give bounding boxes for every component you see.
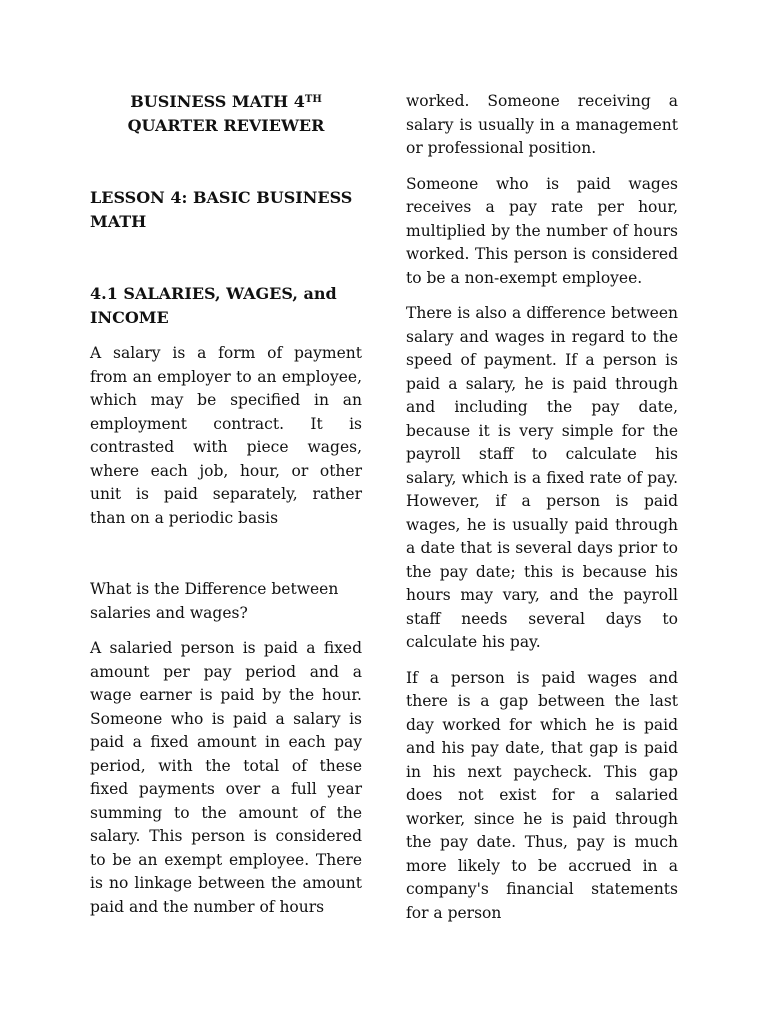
title-line2: QUARTER REVIEWER bbox=[127, 116, 325, 135]
document-title bbox=[90, 90, 362, 138]
salary-definition-paragraph: A salary is a form of payment from an employer to an employee, which may be specified in an employment contract. It is contrasted with piece wages, where each job, hour, or other unit is paid separately, rather than on a periodic basis bbox=[90, 344, 362, 527]
speed-of-payment-paragraph: There is also a difference between salary and wages in regard to the speed of payment. If a person is paid a salary, he is paid through and including the pay date, because it is very simple for the payroll staff to calculate his salary, which is a fixed rate of pay. However, if a person is paid wages, he is usually paid through a date that is several days prior to the pay date; this is because his hours may vary, and the payroll staff needs several days to calculate his pay. bbox=[406, 304, 678, 651]
pay-gap-paragraph: If a person is paid wages and there is a gap between the last day worked for which he is paid and his pay date, that gap is paid in his next paycheck. This gap does not exist for a salaried worker, since he is paid through the pay date. Thus, pay is much more likely to be accrued in a company's financial statements for a person bbox=[406, 668, 678, 922]
right-column bbox=[406, 90, 678, 937]
lesson-heading: LESSON 4: BASIC BUSINESS MATH bbox=[90, 188, 353, 231]
section-heading: 4.1 SALARIES, WAGES, and INCOME bbox=[90, 284, 337, 327]
salaried-person-paragraph: A salaried person is paid a fixed amount per pay period and a wage earner is paid by the hour. Someone who is paid a salary is paid a fixed amount in each pay period, with the total of these fixed payments over a full year summing to the amount of the salary. This person is considered to be an exempt employee. There is no linkage between the amount paid and the number of hours bbox=[90, 639, 362, 916]
left-column bbox=[90, 90, 362, 931]
difference-question: What is the Difference between salaries and wages? bbox=[90, 580, 339, 622]
title-superscript: TH bbox=[304, 94, 322, 105]
title-line1: BUSINESS MATH 4 bbox=[130, 92, 305, 111]
continued-paragraph: worked. Someone receiving a salary is usually in a management or professional position. bbox=[406, 92, 678, 157]
wages-paragraph: Someone who is paid wages receives a pay rate per hour, multiplied by the number of hours worked. This person is considered to be a non-exempt employee. bbox=[406, 174, 678, 287]
